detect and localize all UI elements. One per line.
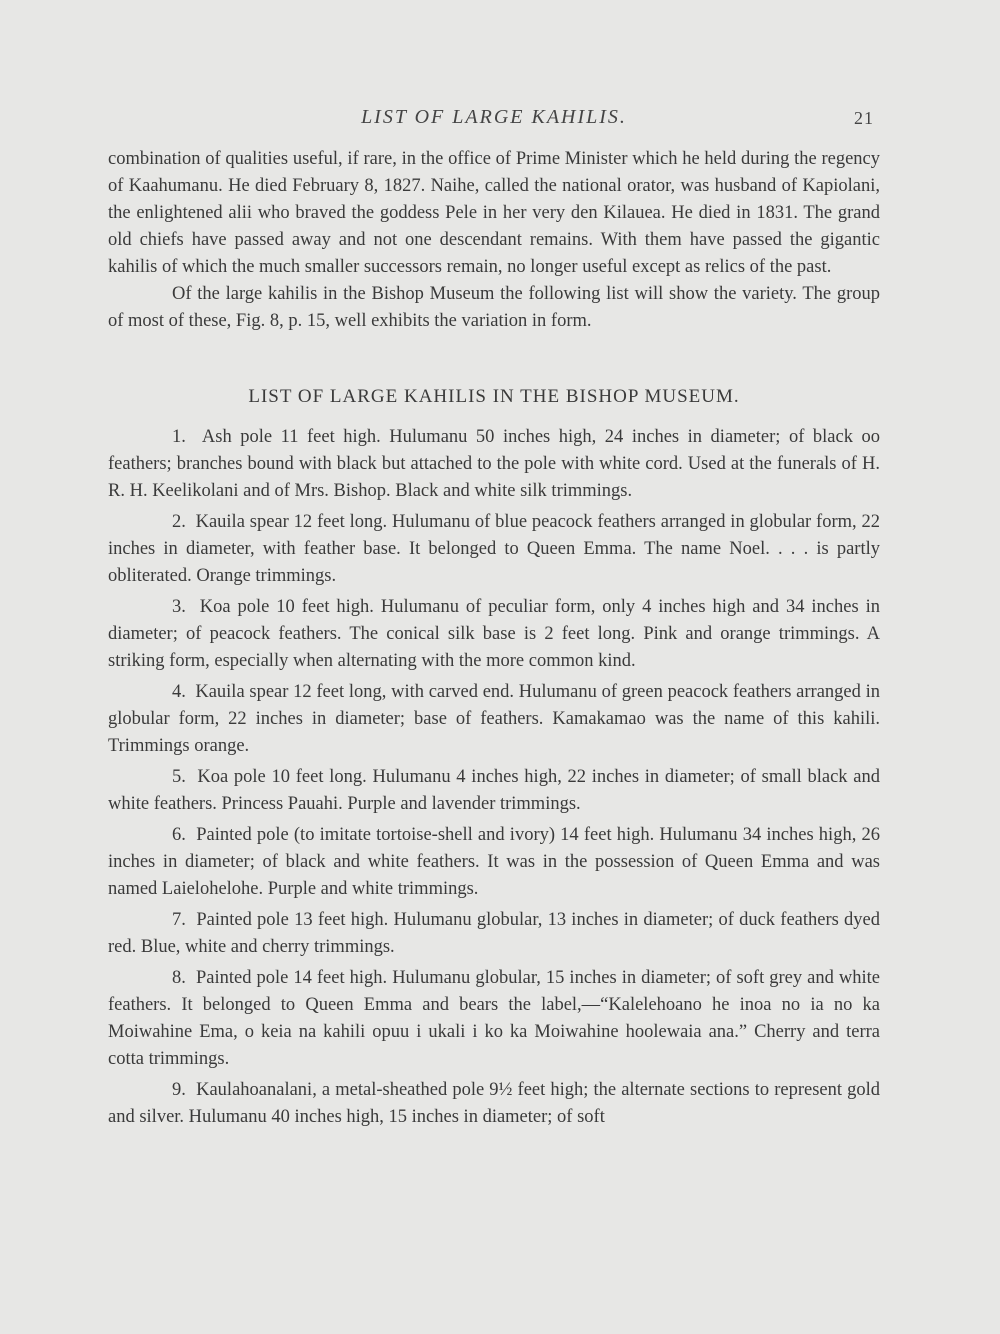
item-number: 4. <box>172 682 186 702</box>
item-number: 6. <box>172 825 186 845</box>
intro-paragraph: combination of qualities useful, if rare, in the office of Prime Minister which he held during the regency of Kaahumanu. He died February 8, 1827. Naihe, called the national orator, was husband of Kapiolani, the enlightened alii who braved the goddess Pele in her very den Kilauea. He died in 1831. The grand old chiefs have passed away and not one descendant remains. With them have passed the gigantic kahilis of which the much smaller successors remain, no longer useful except as relics of the past. <box>108 149 880 277</box>
item-text: Ash pole 11 feet high. Hulumanu 50 inches high, 24 inches in diameter; of black oo feathers; branches bound with black but attached to the pole with white cord. Used at the funerals of H. R. H. Keelikolani and of Mrs. Bishop. Black and white silk trimmings. <box>108 427 880 501</box>
item-text: Painted pole (to imitate tortoise-shell and ivory) 14 feet high. Hulumanu 34 inches high, 26 inches in diameter; of black and white feathers. It was in the possession of Queen Emma and was named Laielohelohe. Purple and white trimmings. <box>108 825 880 899</box>
list-item <box>108 822 880 903</box>
item-number: 7. <box>172 910 186 930</box>
item-text: Kaulahoanalani, a metal-sheathed pole 9½ feet high; the alternate sections to represent gold and silver. Hulumanu 40 inches high, 15 inches in diameter; of soft <box>108 1080 881 1127</box>
section-heading: LIST OF LARGE KAHILIS IN THE BISHOP MUSEUM. <box>248 386 740 407</box>
running-title: LIST OF LARGE KAHILIS. <box>361 106 627 128</box>
list-item <box>108 764 880 818</box>
item-number: 2. <box>172 512 186 532</box>
item-number: 5. <box>172 767 186 787</box>
item-number: 3. <box>172 597 186 617</box>
item-text: Kauila spear 12 feet long, with carved end. Hulumanu of green peacock feathers arranged in globular form, 22 inches in diameter; base of feathers. Kamakamao was the name of this kahili. Trimmings orange. <box>108 682 881 756</box>
item-text: Kauila spear 12 feet long. Hulumanu of blue peacock feathers arranged in globular form, 22 inches in diameter, with feather base. It belonged to Queen Emma. The name Noel. . . . is partly obliterated. Orange trimmings. <box>108 512 881 586</box>
running-head <box>108 106 880 134</box>
item-number: 8. <box>172 968 186 988</box>
intro-paragraph: Of the large kahilis in the Bishop Museum the following list will show the variety. The group of most of these, Fig. 8, p. 15, well exhibits the variation in form. <box>108 284 880 331</box>
body-text <box>108 146 880 1135</box>
list-item <box>108 965 880 1073</box>
list-item <box>108 907 880 961</box>
item-number: 1. <box>172 427 186 447</box>
list-item <box>108 1077 880 1131</box>
list-item <box>108 424 880 505</box>
page-number: 21 <box>854 108 874 128</box>
item-text: Koa pole 10 feet long. Hulumanu 4 inches high, 22 inches in diameter; of small black and white feathers. Princess Pauahi. Purple and lavender trimmings. <box>108 767 881 814</box>
list-item <box>108 679 880 760</box>
item-text: Painted pole 14 feet high. Hulumanu globular, 15 inches in diameter; of soft grey and white feathers. It belonged to Queen Emma and bears the label,—“Kalelehoano he inoa no ia no ka Moiwahine Ema, o keia na kahili opuu i ukali i ko ka Moiwahine hoolewaia ana.” Cherry and terra cotta trimmings. <box>108 968 881 1069</box>
list-item <box>108 509 880 590</box>
item-number: 9. <box>172 1080 186 1100</box>
item-text: Koa pole 10 feet high. Hulumanu of peculiar form, only 4 inches high and 34 inches in diameter; of peacock feathers. The conical silk base is 2 feet long. Pink and orange trimmings. A striking form, especially when alternating with the more common kind. <box>108 597 880 671</box>
item-text: Painted pole 13 feet high. Hulumanu globular, 13 inches in diameter; of duck feathers dyed red. Blue, white and cherry trimmings. <box>108 910 881 957</box>
list-item <box>108 594 880 675</box>
